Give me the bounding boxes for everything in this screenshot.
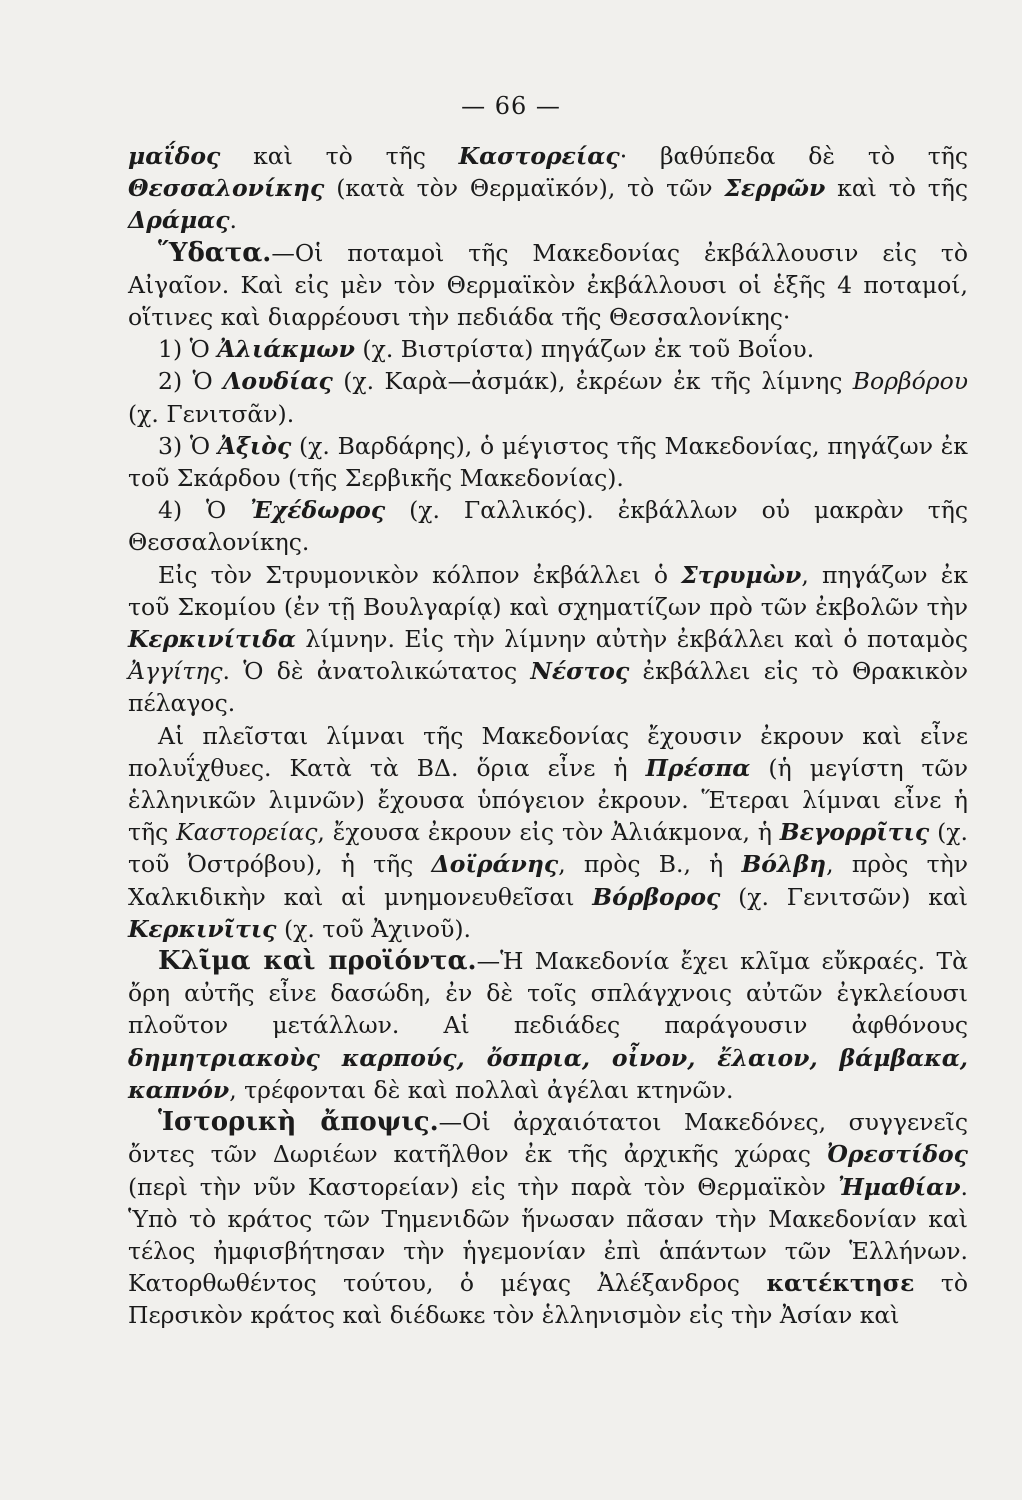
text-run: . (229, 206, 238, 235)
paragraph-history (128, 1106, 968, 1331)
text-run: (χ. τοῦ Ὀστρόβου), ἡ τῆς (128, 818, 968, 879)
text-run: (χ. Βιστρίστα) πηγάζων ἐκ τοῦ Βοΐου. (354, 335, 815, 364)
term: δημητριακοὺς καρπούς, ὄσπρια, οἶνον, ἔλαιον, βάμβακα, καπνόν (128, 1043, 968, 1104)
term: Ἐχέδωρος (250, 496, 386, 525)
text-run: λίμνην. Εἰς τὴν λίμνην αὐτὴν ἐκβάλλει καὶ ὁ ποταμὸς (295, 625, 968, 654)
section-heading: Κλῖμα καὶ προϊόντα. (158, 946, 477, 977)
term: Νέστος (530, 657, 630, 686)
text-run: 4) Ὁ (158, 496, 251, 525)
text-run: (ἡ μεγίστη τῶν ἑλληνικῶν λιμνῶν) ἔχουσα ὑπόγειον ἐκρουν. Ἕτεραι λίμναι εἶνε ἡ τῆς (128, 753, 969, 847)
text-run: (χ. Καρὰ—ἀσμάκ), ἐκρέων ἐκ τῆς λίμνης (332, 367, 853, 396)
river-item (128, 365, 968, 429)
text-run: (χ. Γαλλικός). ἐκβάλλων οὐ μακρὰν τῆς Θεσσαλονίκης. (128, 496, 968, 557)
text-run: , ἔχουσα ἐκρουν εἰς τὸν Ἀλιάκμονα, ἡ (317, 818, 780, 847)
term: Καστορείας (176, 818, 318, 847)
text-run: (κατὰ τὸν Θερμαϊκόν), τὸ τῶν (324, 174, 725, 203)
text-run: 3) Ὁ (158, 431, 218, 460)
text-run: —Οἱ ἀρχαιότατοι Μακεδόνες, συγγενεῖς ὄντες τῶν Δωριέων κατῆλθον ἐκ τῆς ἀρχικῆς χώρας (128, 1108, 969, 1169)
river-item (128, 430, 968, 494)
term: Βόλβη (741, 850, 827, 879)
river-item (128, 333, 968, 365)
term: Δοϊράνης (431, 850, 559, 879)
paragraph-relief (128, 140, 968, 237)
term: Κερκινῖτις (128, 914, 277, 943)
term: κατέκτησε (766, 1269, 915, 1298)
term: Θεσσαλονίκης (128, 174, 325, 203)
term: Δράμας (128, 206, 230, 235)
text-run: , πρὸς Β., ἡ (558, 850, 742, 879)
text-run: (χ. Βαρδάρης), ὁ μέγιστος τῆς Μακεδονίας, πηγάζων ἐκ τοῦ Σκάρδου (τῆς Σερβικῆς Μακεδονίας). (128, 431, 968, 493)
term: Βόρβορος (592, 882, 721, 911)
text-run: (χ. Γενιτσῶν) καὶ (720, 882, 968, 911)
term: Ἀγγίτης (128, 657, 223, 686)
text-run: καὶ τὸ τῆς (825, 174, 968, 203)
text-run: Αἱ πλεῖσται λίμναι τῆς Μακεδονίας ἔχουσιν ἐκρουν καὶ εἶνε πολυΐχθυες. Κατὰ τὰ ΒΔ. ὅρια εἶνε ἡ (128, 721, 968, 782)
term: Βεγορρῖτις (779, 818, 930, 847)
text-run: . Ὁ δὲ ἀνατολικώτατος (222, 657, 531, 686)
section-heading: Ἱστορικὴ ἄποψις. (158, 1107, 439, 1138)
text-run: τὸ Περσικὸν κράτος καὶ διέδωκε τὸν ἑλληνισμὸν εἰς τὴν Ἀσίαν καὶ (128, 1269, 968, 1330)
text-run: , πρὸς τὴν Χαλκιδικὴν καὶ αἱ μνημονευθεῖσαι (128, 850, 968, 911)
text-run: 1) Ὁ (158, 335, 218, 364)
term: Κερκινίτιδα (128, 625, 296, 654)
text-run: 2) Ὁ (158, 367, 224, 396)
term: μαΐδος (128, 142, 221, 170)
text-run: (χ. τοῦ Ἀχινοῦ). (276, 914, 472, 943)
term: Καστορείας (458, 142, 620, 170)
term: Ἀλιάκμων (217, 335, 355, 364)
text-run: , τρέφονται δὲ καὶ πολλαὶ ἀγέλαι κτηνῶν. (229, 1075, 734, 1104)
term: Λουδίας (223, 367, 333, 396)
text-run: —Ἡ Μακεδονία ἔχει κλῖμα εὔκραές. Τὰ ὄρη αὐτῆς εἶνε δασώδη, ἐν δὲ τοῖς σπλάγχνοις αὐτῶν ἐγκλείουσι πλοῦτον μετάλλων. Αἱ πεδιάδες παράγουσιν ἀφθόνους (128, 947, 968, 1040)
paragraph-strymon (128, 559, 968, 720)
text-run: —Οἱ ποταμοὶ τῆς Μακεδονίας ἐκβάλλουσιν εἰς τὸ Αἰγαῖον. Καὶ εἰς μὲν τὸν Θερμαϊκὸν ἐκβάλλουσι οἱ ἑξῆς 4 ποταμοί, οἵτινες καὶ διαρρέουσι τὴν πεδιάδα τῆς Θεσσαλονίκης· (128, 238, 968, 332)
text-run: ἐκβάλλει εἰς τὸ Θρακικὸν πέλαγος. (128, 657, 968, 718)
term: Βορβόρου (852, 367, 968, 396)
body-text (128, 140, 968, 1332)
term: Ὀρεστίδος (826, 1140, 968, 1169)
text-run: (χ. Γενιτσᾶν). (128, 399, 295, 428)
text-run: (περὶ τὴν νῦν Καστορείαν) εἰς τὴν παρὰ τὸν Θερμαϊκὸν (128, 1172, 838, 1201)
term: Σερρῶν (724, 174, 826, 203)
term: Πρέσπα (645, 753, 751, 782)
paragraph-lakes (128, 720, 968, 945)
page-number: — 66 — (461, 92, 561, 120)
term: Στρυμὼν (681, 560, 802, 589)
river-item (128, 494, 968, 558)
text-run: καὶ τὸ τῆς (220, 142, 459, 170)
term: Ἠμαθίαν (837, 1172, 961, 1201)
section-heading: Ὕδατα. (158, 237, 272, 268)
text-run: · βαθύπεδα δὲ τὸ τῆς (619, 142, 969, 170)
text-run: , πηγάζων ἐκ τοῦ Σκομίου (ἐν τῇ Βουλγαρίᾳ) καὶ σχηματίζων πρὸ τῶν ἐκβολῶν τὴν (128, 560, 968, 621)
text-run: . Ὑπὸ τὸ κράτος τῶν Τημενιδῶν ἥνωσαν πᾶσαν τὴν Μακεδονίαν καὶ τέλος ἠμφισβήτησαν τὴν ἡγεμονίαν ἐπὶ ἁπάντων τῶν Ἑλλήνων. Κατορθωθέντος τούτου, ὁ μέγας Ἀλέξανδρος (128, 1172, 968, 1298)
paragraph-climate (128, 945, 968, 1106)
term: Ἀξιὸς (217, 431, 292, 460)
paragraph-waters (128, 237, 968, 334)
text-run: Εἰς τὸν Στρυμονικὸν κόλπον ἐκβάλλει ὁ (158, 560, 682, 589)
